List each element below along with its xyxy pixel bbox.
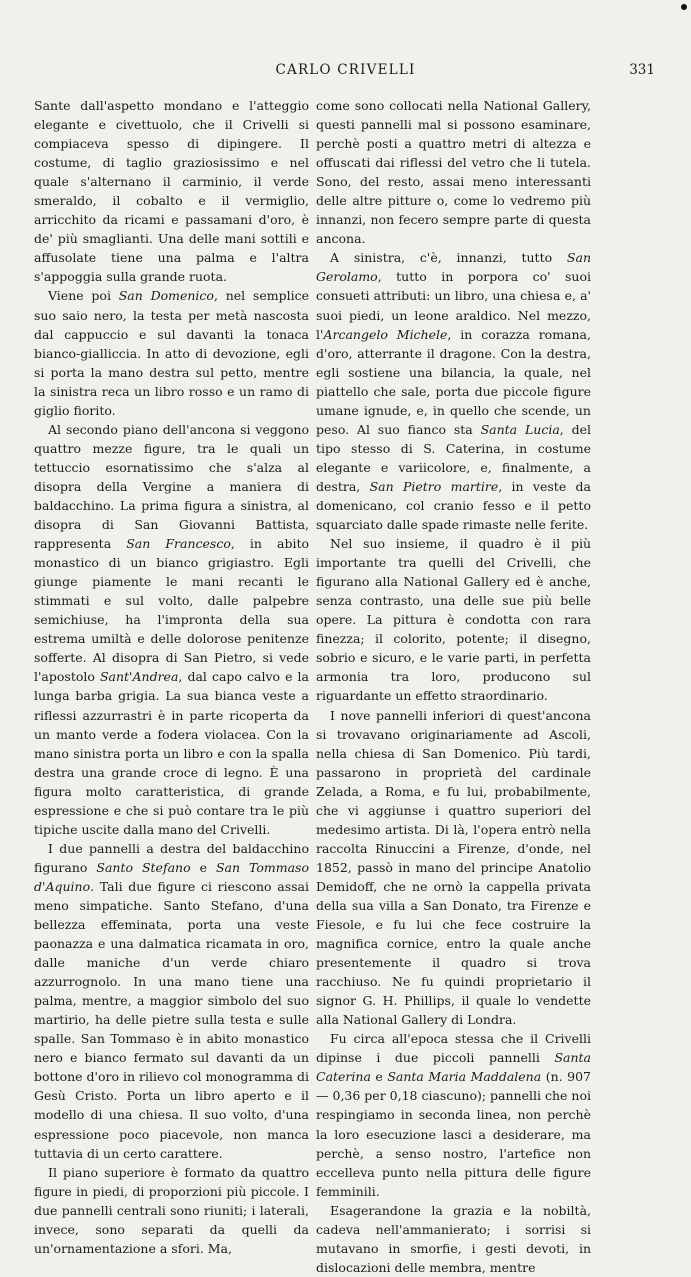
text-run: Nel suo insieme, il quadro è il più importante tra quelli del Crivelli, che figurano alla National Gallery ed è anche, senza contrasto, una delle sue più belle opere. La pittura è condotta con rara finezza; il colorito, potente; il disegno, sobrio e sicuro, e le varie parti, in perfetta armonia tra loro, producono sul riguardante un effetto straordinario. (316, 536, 591, 704)
page-header (36, 62, 655, 82)
paragraph (34, 420, 309, 839)
text-run: , dal capo calvo e la lunga barba grigia. La sua bianca veste a riflessi azzurrastri è in parte ricoperta da un manto verde a fodera violacea. Con la mano sinistra porta un libro e con la spalla destra una grande croce di legno. È una figura molto caratteristica, di grande espressione e che si può contare tra le più tipiche uscite dalla mano del Crivelli. (34, 669, 309, 837)
italic-title: Santa Lucia (480, 421, 560, 437)
italic-title: Arcangelo Michele (323, 326, 448, 342)
text-run: Il piano superiore è formato da quattro figure in piedi, di proporzioni più piccole. I due pannelli centrali sono riuniti; i laterali, invece, sono separati da quelli da un'ornamentazione a sfori. Ma, (34, 1164, 309, 1256)
text-run: I due pannelli a destra del baldacchino figurano (34, 840, 309, 875)
italic-title: San Francesco (126, 536, 231, 552)
text-run: Fu circa all'epoca stessa che il Crivelli dipinse i due piccoli pannelli (316, 1031, 591, 1066)
text-run: (n. 907 — 0,36 per 0,18 ciascuno); pannelli che noi respingiamo in seconda linea, non perchè la loro esecuzione lasci a desiderare, ma perchè, a senso nostro, l'artefice non eccelleva punto nella pittura delle figure femminili. (316, 1069, 591, 1199)
left-column (34, 96, 309, 1258)
paragraph (316, 706, 591, 1030)
italic-title: San Pietro martire (369, 478, 499, 494)
italic-title: San Tommaso d'Aquino (34, 859, 309, 894)
paragraph (316, 1029, 591, 1200)
text-run: , del tipo stesso di S. Caterina, in costume elegante e variicolore, e, finalmente, a destra, (316, 421, 592, 494)
text-run: , in abito monastico di un bianco grigiastro. Egli giunge piamente le mani recanti le stimmati e sul volto, dalle palpebre semichiuse, ha l'impronta della sua estrema umiltà e delle dolorose penitenze sofferte. Al disopra di San Pietro, si vede l'apostolo (34, 536, 309, 685)
text-run: Al secondo piano dell'ancona si veggono quattro mezze figure, tra le quali un tettuccio esornatissimo che s'alza al disopra della Vergine a maniera di baldacchino. La prima figura a sinistra, al disopra di San Giovanni Battista, rappresenta (34, 421, 309, 552)
running-title: CARLO CRIVELLI (275, 62, 416, 78)
right-column (316, 96, 591, 1277)
text-run: , tutto in porpora co' suoi consueti attributi: un libro, una chiesa e, a' suoi piedi, un leone araldico. Nel mezzo, l' (316, 269, 591, 342)
paragraph (34, 96, 309, 286)
text-run: A sinistra, c'è, innanzi, tutto (330, 250, 567, 266)
italic-title: San Gerolamo (316, 250, 591, 285)
italic-title: Santa Maria Maddalena (387, 1069, 542, 1085)
text-run: e (190, 859, 216, 875)
paragraph (316, 96, 591, 248)
paragraph (34, 1163, 309, 1258)
text-run: , in corazza romana, d'oro, atterrante il dragone. Con la destra, egli sostiene una bilancia, la quale, nel piattello che sale, porta due piccole figure umane ignude, e, in quello che scende, un peso. Al suo fianco sta (316, 326, 591, 437)
paragraph (34, 839, 309, 1163)
text-run: e (370, 1069, 388, 1085)
paragraph (34, 286, 309, 419)
text-run: Esagerandone la grazia e la nobiltà, cadeva nell'ammanierato; i sorrisi si mutavano in smorfie, i gesti devoti, in dislocazioni delle membra, mentre (316, 1202, 591, 1275)
text-run: Sante dall'aspetto mondano e l'atteggio elegante e civettuolo, che il Crivelli si compiaceva spesso di dipingere. Il costume, di taglio graziosissimo e nel quale s'alternano il carminio, il verde smeraldo, il cobalto e il vermiglio, arricchito da ricami e passamani d'oro, è de' più smaglianti. Una delle mani sottili e affusolate tiene una palma e l'altra s'appoggia sulla grande ruota. (34, 98, 309, 285)
italic-title: Santo Stefano (96, 859, 191, 875)
italic-title: Sant'Andrea (99, 669, 179, 685)
paragraph (316, 534, 591, 705)
text-run: , nel semplice suo saio nero, la testa per metà nascosta dal cappuccio e sul davanti la tonaca bianco-gialliccia. In atto di devozione, egli si porta la mano destra sul petto, mentre la sinistra reca un libro rosso e un ramo di giglio fiorito. (34, 288, 309, 418)
corner-ink-mark (681, 4, 687, 10)
text-run: I nove pannelli inferiori di quest'ancona si trovavano originariamente ad Ascoli, nella chiesa di San Domenico. Più tardi, passarono in proprietà del cardinale Zelada, a Roma, e fu lui, probabilmente, che vi aggiunse i quattro superiori del medesimo artista. Di là, l'opera entrò nella raccolta Rinuccini a Firenze, d'onde, nel 1852, passò in mano del principe Anatolio Demidoff, che ne ornò la cappella privata della sua villa a San Donato, tra Firenze e Fiesole, e fu lui che fece costruire la magnifica cornice, entro la quale anche presentemente il quadro si trova racchiuso. Ne fu quindi proprietario il signor G. H. Phillips, il quale lo vendette alla National Gallery di Londra. (316, 707, 591, 1028)
text-run: . Tali due figure ci riescono assai meno simpatiche. Santo Stefano, d'una bellezza effeminata, porta una veste paonazza e una dalmatica ricamata in oro, dalle maniche d'un verde chiaro azzurrognolo. In una mano tiene una palma, mentre, a maggior simbolo del suo martirio, ha delle pietre sulla testa e sulle spalle. San Tommaso è in abito monastico nero e bianco fermato sul davanti da un bottone d'oro in rilievo col monogramma di Gesù Cristo. Porta un libro aperto e il modello di una chiesa. Il suo volto, d'una espressione poco piacevole, non manca tuttavia di un certo carattere. (34, 878, 309, 1161)
italic-title: Santa Caterina (316, 1050, 591, 1085)
text-run: Viene poi (48, 288, 119, 304)
italic-title: San Domenico (118, 288, 214, 304)
text-run: , in veste da domenicano, col cranio fesso e il petto squarciato dalle spade rimaste nelle ferite. (316, 478, 591, 533)
paragraph (316, 248, 591, 534)
paragraph (316, 1201, 591, 1277)
text-run: come sono collocati nella National Gallery, questi pannelli mal si possono esaminare, perchè posti a quattro metri di altezza e offuscati dai riflessi del vetro che li tutela. Sono, del resto, assai meno interessanti delle altre pitture o, come lo vedremo più innanzi, non fecero sempre parte di questa ancona. (316, 98, 591, 247)
page-number: 331 (629, 62, 655, 78)
